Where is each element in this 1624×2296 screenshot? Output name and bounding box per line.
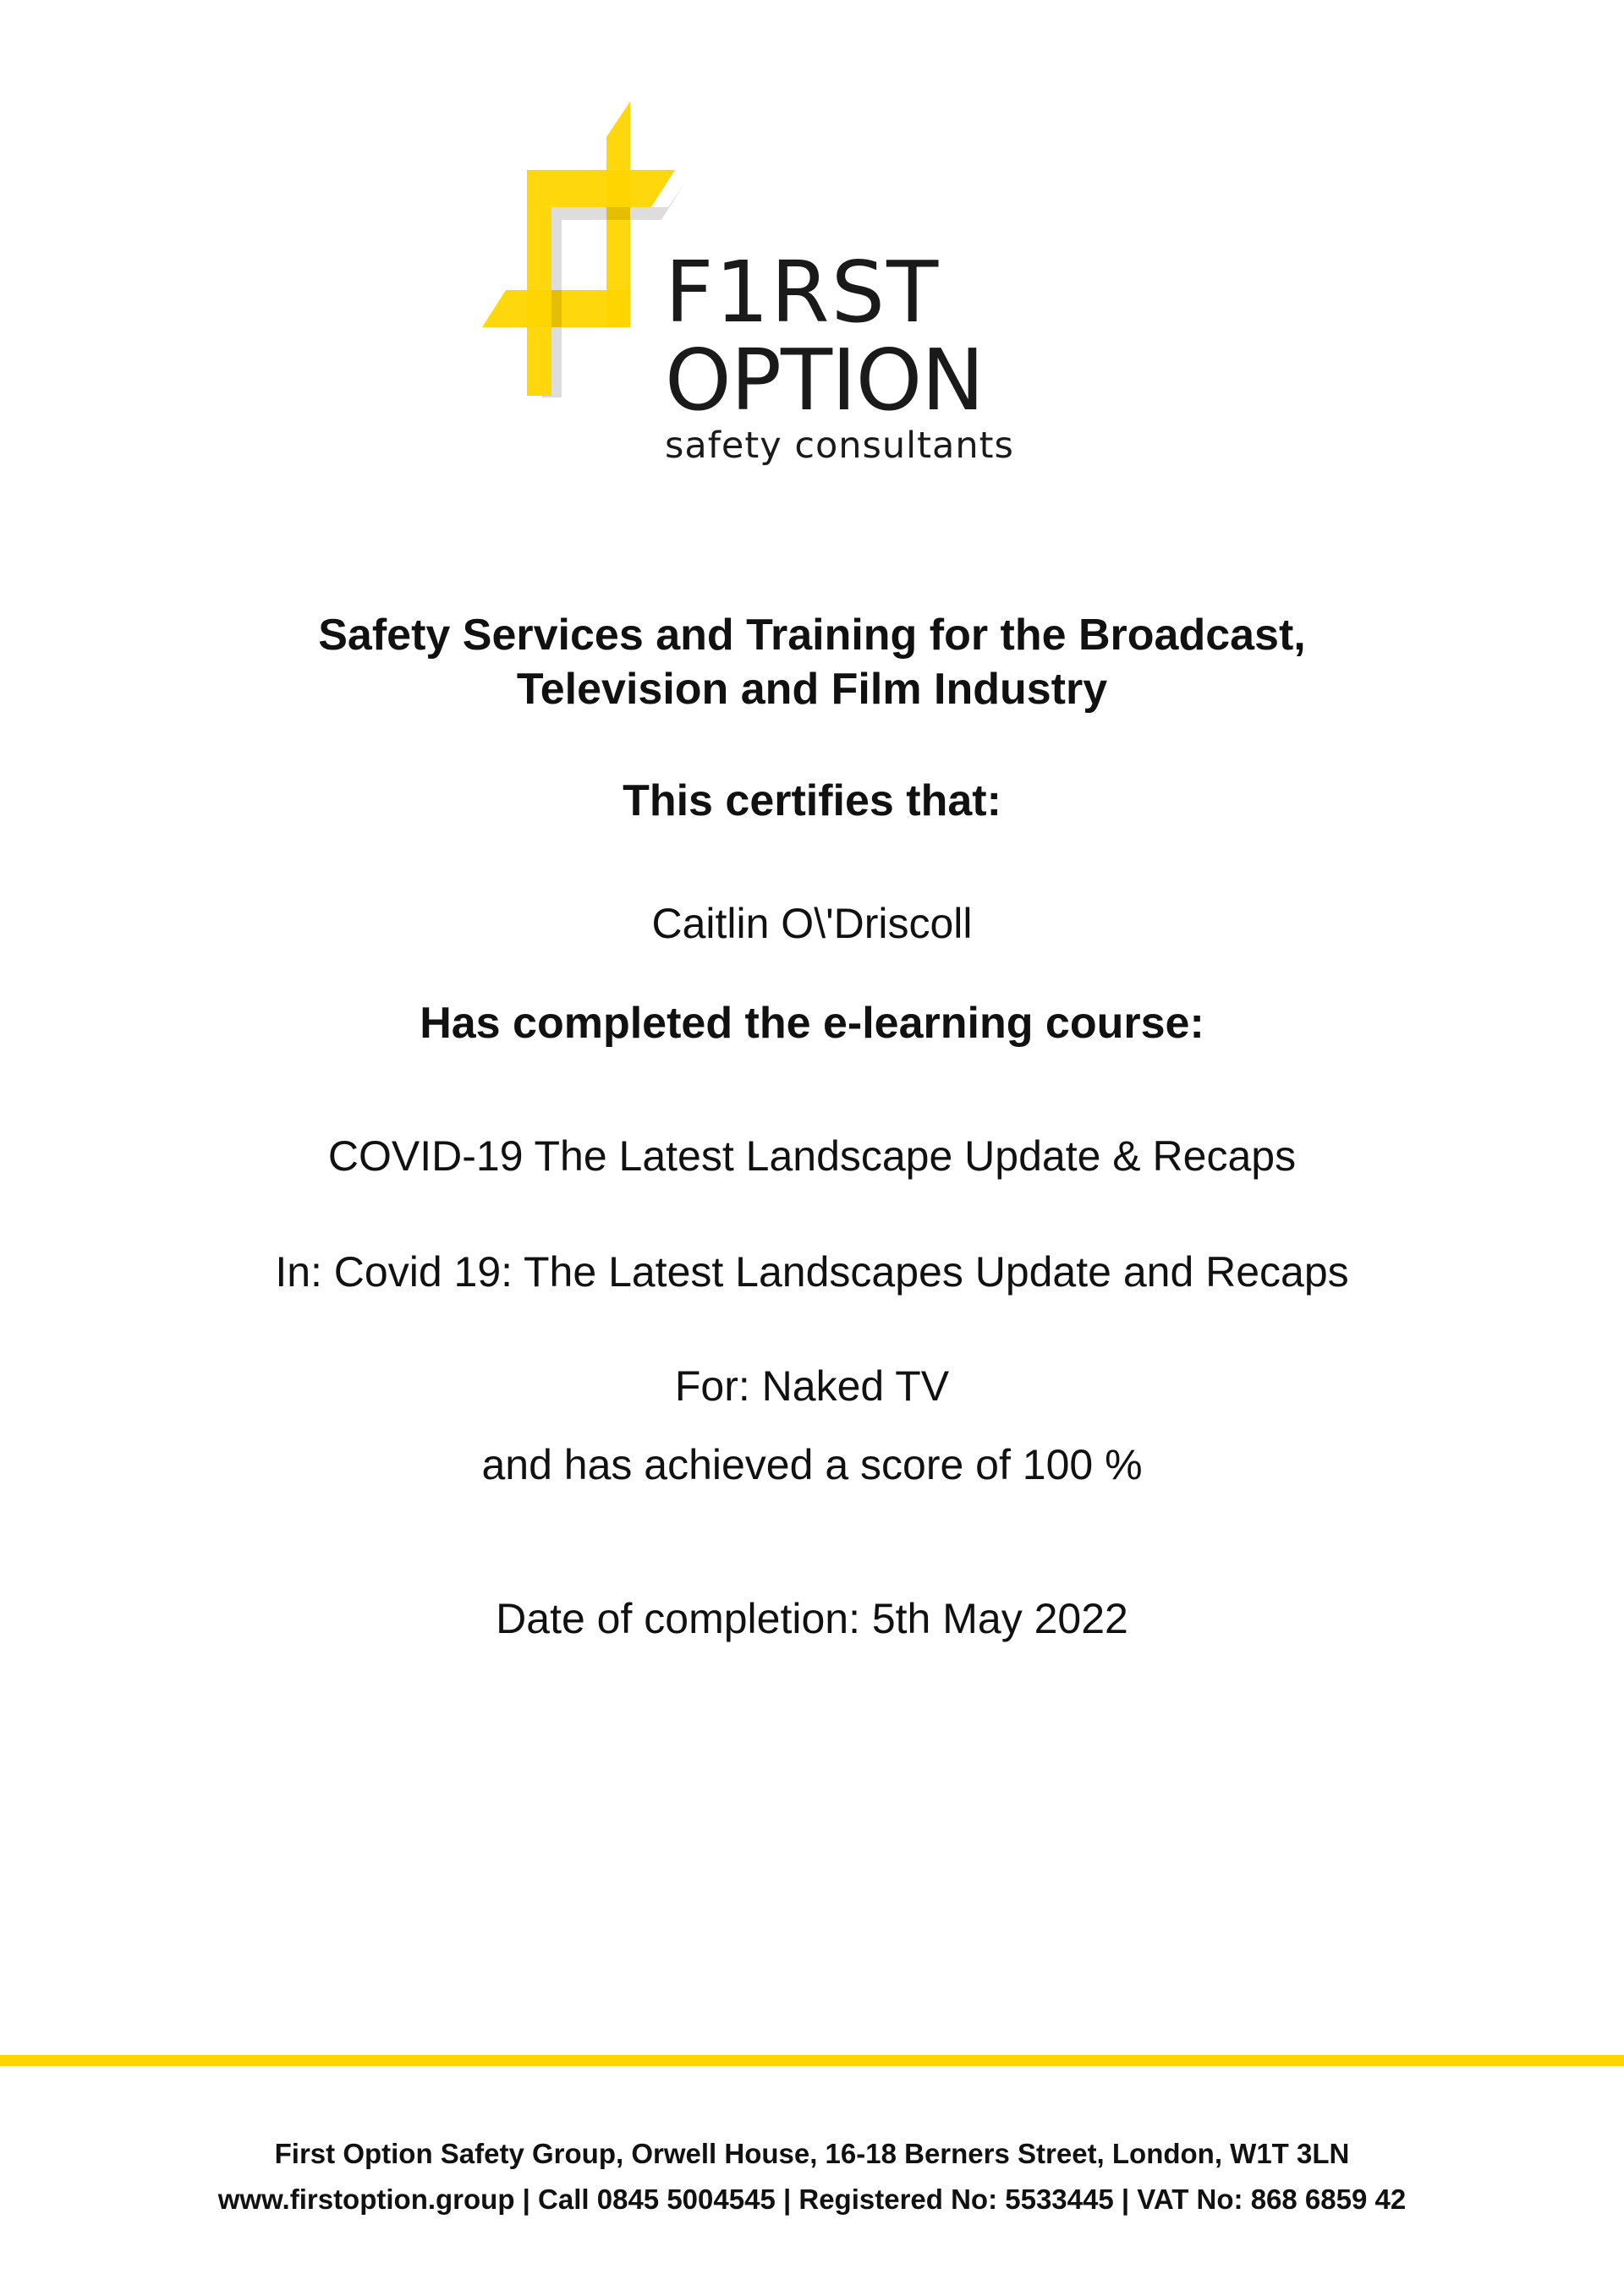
completed-label: Has completed the e-learning course:: [420, 999, 1204, 1048]
footer-address: First Option Safety Group, Orwell House, 16-18 Berners Street, London, W1T 3LN: [274, 2138, 1350, 2169]
logo-tagline: safety consultants: [665, 425, 1014, 467]
course-collection: In: Covid 19: The Latest Landscapes Update and Recaps: [275, 1248, 1349, 1296]
certificate-heading-line1: Safety Services and Training for the Broadcast,: [318, 611, 1306, 660]
recipient-name: Caitlin O\'Driscoll: [651, 900, 973, 947]
course-title: COVID-19 The Latest Landscape Update & Recaps: [327, 1132, 1297, 1180]
logo-yellow-shape: [482, 101, 675, 396]
footer-divider: [0, 2055, 1624, 2066]
logo-wordmark-first: F1RST: [665, 243, 941, 342]
footer-contact: www.firstoption.group | Call 0845 5004545 | Registered No: 5533445 | VAT No: 868 6859 42: [217, 2184, 1407, 2215]
certifies-label: This certifies that:: [623, 776, 1001, 825]
organisation: For: Naked TV: [674, 1362, 950, 1410]
certificate-heading-line2: Television and Film Industry: [516, 665, 1108, 714]
completion-date: Date of completion: 5th May 2022: [496, 1595, 1128, 1642]
score: and has achieved a score of 100 %: [481, 1441, 1143, 1488]
logo-wordmark-option: OPTION: [665, 331, 985, 430]
